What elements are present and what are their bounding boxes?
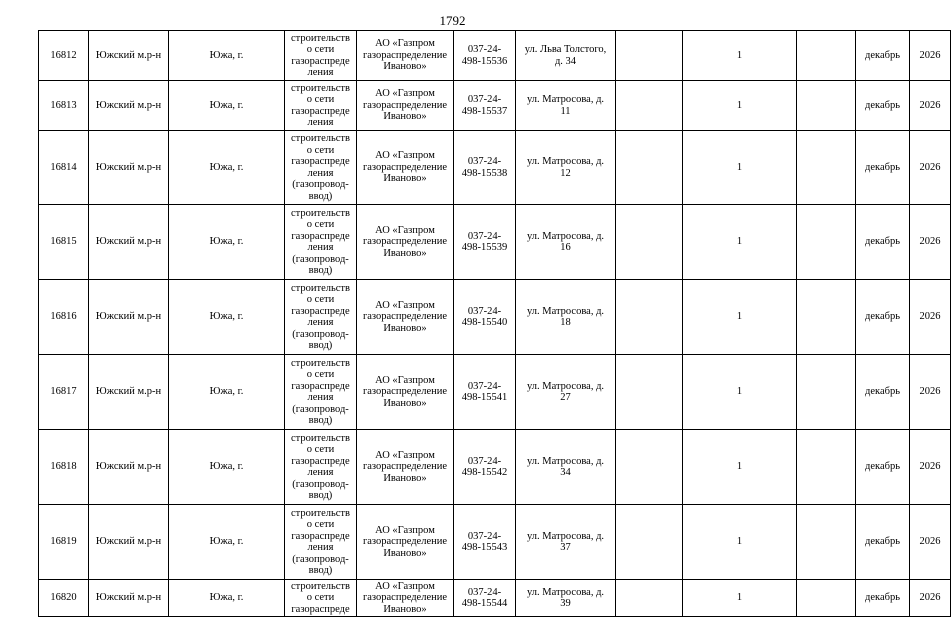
owner-cell xyxy=(357,81,454,131)
address-cell xyxy=(516,355,616,430)
purpose-line: газораспреде xyxy=(291,305,350,317)
code-line: 498-15537 xyxy=(461,105,508,117)
owner-line: газораспределение xyxy=(362,311,448,323)
purpose-line: о сети xyxy=(306,44,335,55)
owner-line: газораспределение xyxy=(362,461,448,473)
owner-line: газораспределение xyxy=(362,161,448,173)
year-cell: 2026 xyxy=(910,31,951,81)
row-number-cell: 16814 xyxy=(39,131,89,205)
year-cell: 2026 xyxy=(910,355,951,430)
purpose-line: газораспреде xyxy=(291,530,350,542)
empty-cell xyxy=(797,280,856,355)
purpose-line: строительств xyxy=(291,357,350,369)
town-cell: Южа, г. xyxy=(169,580,285,617)
owner-cell xyxy=(357,31,454,81)
year-cell: 2026 xyxy=(910,430,951,505)
purpose-cell xyxy=(285,81,357,131)
owner-line: АО «Газпром xyxy=(375,38,435,50)
owner-line: Иваново» xyxy=(383,173,427,185)
purpose-cell xyxy=(285,355,357,430)
year-cell: 2026 xyxy=(910,280,951,355)
purpose-line: ввод) xyxy=(308,490,333,501)
purpose-line: о сети xyxy=(306,444,335,455)
purpose-line: о сети xyxy=(306,592,335,604)
table-row xyxy=(39,580,951,617)
row-number-cell: 16817 xyxy=(39,355,89,430)
town-cell: Южа, г. xyxy=(169,355,285,430)
month-cell: декабрь xyxy=(856,430,910,505)
town-cell: Южа, г. xyxy=(169,81,285,131)
address-cell xyxy=(516,580,616,617)
address-line: ул. Матросова, д. xyxy=(526,305,605,317)
owner-line: АО «Газпром xyxy=(375,150,435,162)
purpose-line: ввод) xyxy=(308,265,333,276)
code-line: 498-15540 xyxy=(461,317,508,328)
address-line: 12 xyxy=(560,167,571,179)
purpose-line: ления xyxy=(307,317,334,328)
address-line: 11 xyxy=(560,105,571,117)
quantity-cell: 1 xyxy=(683,580,797,617)
purpose-line: (газопровод- xyxy=(292,328,349,340)
address-cell xyxy=(516,505,616,580)
district-cell: Южский м.р-н xyxy=(89,355,169,430)
purpose-line: ления xyxy=(307,117,334,128)
owner-line: Иваново» xyxy=(383,111,427,123)
purpose-cell xyxy=(285,580,357,617)
empty-cell xyxy=(616,505,683,580)
town-cell: Южа, г. xyxy=(169,280,285,355)
code-cell xyxy=(454,505,516,580)
owner-cell xyxy=(357,205,454,280)
code-line: 037-24- xyxy=(467,94,502,105)
address-line: ул. Матросова, д. xyxy=(526,380,605,392)
code-line: 037-24- xyxy=(467,305,502,317)
month-cell: декабрь xyxy=(856,355,910,430)
purpose-cell xyxy=(285,430,357,505)
empty-cell xyxy=(797,31,856,81)
address-cell xyxy=(516,31,616,81)
address-line: 27 xyxy=(560,392,571,403)
owner-cell xyxy=(357,280,454,355)
quantity-cell: 1 xyxy=(683,355,797,430)
purpose-line: ления xyxy=(307,542,334,553)
empty-cell xyxy=(797,205,856,280)
address-line: ул. Матросова, д. xyxy=(526,586,605,598)
purpose-line: строительств xyxy=(291,32,350,44)
table-row xyxy=(39,205,951,280)
owner-line: АО «Газпром xyxy=(375,580,435,592)
address-line: ул. Матросова, д. xyxy=(526,230,605,242)
code-line: 498-15538 xyxy=(461,167,508,179)
empty-cell xyxy=(616,81,683,131)
owner-line: газораспределение xyxy=(362,592,448,604)
owner-cell xyxy=(357,430,454,505)
owner-cell xyxy=(357,131,454,205)
empty-cell xyxy=(797,505,856,580)
row-number-cell: 16820 xyxy=(39,580,89,617)
owner-line: газораспределение xyxy=(362,49,448,61)
table-row xyxy=(39,430,951,505)
address-line: 34 xyxy=(560,467,571,478)
code-line: 498-15536 xyxy=(461,55,508,67)
month-cell: декабрь xyxy=(856,81,910,131)
year-cell: 2026 xyxy=(910,81,951,131)
month-cell: декабрь xyxy=(856,280,910,355)
month-cell: декабрь xyxy=(856,205,910,280)
quantity-cell: 1 xyxy=(683,31,797,81)
code-cell xyxy=(454,131,516,205)
code-line: 037-24- xyxy=(467,380,502,392)
address-line: 16 xyxy=(560,242,571,253)
purpose-line: газораспреде xyxy=(291,105,350,117)
purpose-line: строительств xyxy=(291,507,350,519)
code-cell xyxy=(454,280,516,355)
code-line: 037-24- xyxy=(467,156,502,167)
district-cell: Южский м.р-н xyxy=(89,205,169,280)
address-cell xyxy=(516,81,616,131)
year-cell: 2026 xyxy=(910,131,951,205)
address-cell xyxy=(516,205,616,280)
empty-cell xyxy=(797,430,856,505)
purpose-line: строительств xyxy=(291,282,350,294)
month-cell: декабрь xyxy=(856,131,910,205)
purpose-line: строительств xyxy=(291,82,350,94)
empty-cell xyxy=(797,81,856,131)
table-row xyxy=(39,355,951,430)
purpose-cell xyxy=(285,31,357,81)
purpose-cell xyxy=(285,505,357,580)
empty-cell xyxy=(616,355,683,430)
purpose-line: (газопровод- xyxy=(292,253,349,265)
district-cell: Южский м.р-н xyxy=(89,280,169,355)
address-cell xyxy=(516,280,616,355)
empty-cell xyxy=(616,430,683,505)
year-cell: 2026 xyxy=(910,505,951,580)
code-line: 498-15543 xyxy=(461,542,508,553)
purpose-cell xyxy=(285,131,357,205)
purpose-line: ввод) xyxy=(308,190,333,202)
owner-line: Иваново» xyxy=(383,322,427,334)
table-row xyxy=(39,505,951,580)
town-cell: Южа, г. xyxy=(169,131,285,205)
table-row xyxy=(39,280,951,355)
code-line: 037-24- xyxy=(467,455,502,467)
address-line: д. 34 xyxy=(554,55,577,67)
purpose-line: строительств xyxy=(291,207,350,219)
town-cell: Южа, г. xyxy=(169,505,285,580)
address-line: ул. Матросова, д. xyxy=(526,530,605,542)
purpose-line: (газопровод- xyxy=(292,553,349,565)
purpose-line: газораспреде xyxy=(291,156,350,167)
code-cell xyxy=(454,430,516,505)
owner-line: Иваново» xyxy=(383,547,427,559)
code-line: 498-15541 xyxy=(461,392,508,403)
owner-line: АО «Газпром xyxy=(375,374,435,386)
empty-cell xyxy=(616,131,683,205)
district-cell: Южский м.р-н xyxy=(89,31,169,81)
quantity-cell: 1 xyxy=(683,280,797,355)
row-number-cell: 16819 xyxy=(39,505,89,580)
owner-line: АО «Газпром xyxy=(375,524,435,536)
town-cell: Южа, г. xyxy=(169,31,285,81)
address-line: 37 xyxy=(560,542,571,553)
quantity-cell: 1 xyxy=(683,81,797,131)
purpose-line: газораспреде xyxy=(291,455,350,467)
purpose-line: газораспреде xyxy=(291,55,350,67)
purpose-line: газораспреде xyxy=(291,230,350,242)
address-line: 39 xyxy=(560,598,571,609)
owner-line: АО «Газпром xyxy=(375,299,435,311)
empty-cell xyxy=(797,580,856,617)
year-cell: 2026 xyxy=(910,580,951,617)
purpose-line: о сети xyxy=(306,519,335,530)
code-line: 498-15542 xyxy=(461,467,508,478)
quantity-cell: 1 xyxy=(683,505,797,580)
owner-cell xyxy=(357,580,454,617)
address-line: 18 xyxy=(560,317,571,328)
code-cell xyxy=(454,580,516,617)
row-number-cell: 16813 xyxy=(39,81,89,131)
page-number: 1792 xyxy=(439,13,466,28)
purpose-line: строительств xyxy=(291,432,350,444)
town-cell: Южа, г. xyxy=(169,205,285,280)
owner-line: АО «Газпром xyxy=(375,449,435,461)
owner-cell xyxy=(357,355,454,430)
purpose-line: ления xyxy=(307,392,334,403)
code-cell xyxy=(454,205,516,280)
purpose-cell xyxy=(285,280,357,355)
code-cell xyxy=(454,81,516,131)
purpose-line: строительств xyxy=(291,580,350,592)
empty-cell xyxy=(616,580,683,617)
empty-cell xyxy=(797,131,856,205)
quantity-cell: 1 xyxy=(683,131,797,205)
purpose-line: газораспреде xyxy=(291,380,350,392)
purpose-line: о сети xyxy=(306,294,335,305)
purpose-line: ввод) xyxy=(308,565,333,576)
empty-cell xyxy=(616,31,683,81)
empty-cell xyxy=(797,355,856,430)
table-row xyxy=(39,131,951,205)
row-number-cell: 16815 xyxy=(39,205,89,280)
registry-table xyxy=(38,30,951,617)
owner-line: газораспределение xyxy=(362,236,448,248)
address-line: ул. Матросова, д. xyxy=(526,156,605,167)
code-line: 037-24- xyxy=(467,530,502,542)
row-number-cell: 16818 xyxy=(39,430,89,505)
purpose-line: (газопровод- xyxy=(292,403,349,415)
owner-line: газораспределение xyxy=(362,536,448,548)
row-number-cell: 16812 xyxy=(39,31,89,81)
purpose-line: ления xyxy=(307,167,334,179)
owner-line: Иваново» xyxy=(383,397,427,409)
purpose-line: о сети xyxy=(306,219,335,230)
table-row xyxy=(39,31,951,81)
owner-line: АО «Газпром xyxy=(375,224,435,236)
quantity-cell: 1 xyxy=(683,205,797,280)
address-line: ул. Матросова, д. xyxy=(526,455,605,467)
code-line: 037-24- xyxy=(467,586,502,598)
address-line: ул. Матросова, д. xyxy=(526,94,605,105)
district-cell: Южский м.р-н xyxy=(89,430,169,505)
code-line: 037-24- xyxy=(467,44,502,55)
empty-cell xyxy=(616,205,683,280)
purpose-line: (газопровод- xyxy=(292,179,349,190)
owner-line: Иваново» xyxy=(383,472,427,484)
owner-line: Иваново» xyxy=(383,603,427,615)
purpose-line: ления xyxy=(307,467,334,478)
purpose-line: о сети xyxy=(306,369,335,380)
month-cell: декабрь xyxy=(856,31,910,81)
owner-line: Иваново» xyxy=(383,247,427,259)
month-cell: декабрь xyxy=(856,505,910,580)
purpose-line: ввод) xyxy=(308,340,333,351)
purpose-line: ления xyxy=(307,67,334,78)
purpose-line: (газопровод- xyxy=(292,478,349,490)
year-cell: 2026 xyxy=(910,205,951,280)
purpose-line: о сети xyxy=(306,144,335,156)
town-cell: Южа, г. xyxy=(169,430,285,505)
purpose-line: ввод) xyxy=(308,415,333,426)
code-cell xyxy=(454,355,516,430)
owner-line: АО «Газпром xyxy=(375,88,435,100)
purpose-line: строительств xyxy=(291,133,350,144)
owner-line: газораспределение xyxy=(362,99,448,111)
address-line: ул. Льва Толстого, xyxy=(524,44,607,55)
owner-line: Иваново» xyxy=(383,61,427,73)
month-cell: декабрь xyxy=(856,580,910,617)
table-row xyxy=(39,81,951,131)
purpose-line: ления xyxy=(307,242,334,253)
code-line: 498-15544 xyxy=(461,598,508,609)
empty-cell xyxy=(616,280,683,355)
purpose-line: газораспреде xyxy=(291,603,350,615)
address-cell xyxy=(516,430,616,505)
row-number-cell: 16816 xyxy=(39,280,89,355)
district-cell: Южский м.р-н xyxy=(89,580,169,617)
district-cell: Южский м.р-н xyxy=(89,131,169,205)
purpose-cell xyxy=(285,205,357,280)
owner-line: газораспределение xyxy=(362,386,448,398)
purpose-line: о сети xyxy=(306,94,335,105)
owner-cell xyxy=(357,505,454,580)
quantity-cell: 1 xyxy=(683,430,797,505)
code-line: 037-24- xyxy=(467,230,502,242)
address-cell xyxy=(516,131,616,205)
code-cell xyxy=(454,31,516,81)
code-line: 498-15539 xyxy=(461,242,508,253)
district-cell: Южский м.р-н xyxy=(89,81,169,131)
district-cell: Южский м.р-н xyxy=(89,505,169,580)
